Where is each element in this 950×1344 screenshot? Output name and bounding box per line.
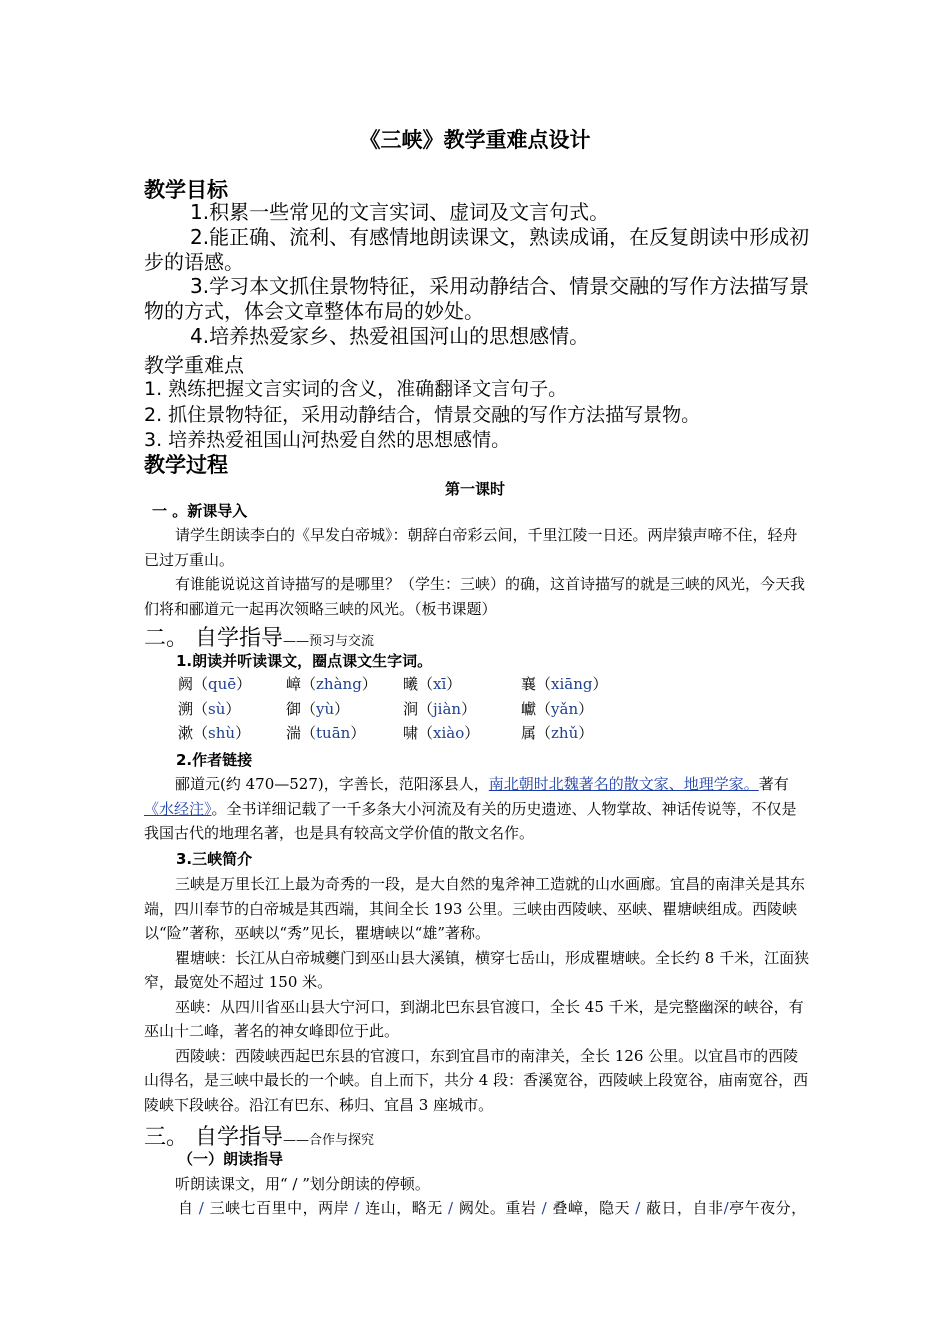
section2-part3-heading: 3.三峡简介 xyxy=(176,850,253,868)
vocabulary-item: 湍（tuān） xyxy=(286,724,366,742)
vocabulary-item: 属（zhǔ） xyxy=(521,724,594,742)
section1-body xyxy=(144,523,810,621)
pause-mark: / xyxy=(536,1199,553,1217)
vocabulary-item: 涧（jiàn） xyxy=(403,699,477,718)
vocabulary-item: 漱（shù） xyxy=(178,724,251,742)
vocabulary-item: 巘（yǎn） xyxy=(521,699,594,718)
author-paragraph: 郦道元(约 470—527)，字善长，范阳涿县人，南北朝时北魏著名的散文家、地理学家。著有《水经注》。全书详细记载了一千多条大小河流及有关的历史遗迹、人物掌故、神话传说等，不仅是我国古代的地理名著，也是具有较高文学价值的散文名作。 xyxy=(144,775,797,842)
vocabulary-item: 溯（sù） xyxy=(178,699,241,718)
section1-paragraph-2: 有谁能说说这首诗描写的是哪里？（学生：三峡）的确，这首诗描写的就是三峡的风光，今天我们将和郦道元一起再次领略三峡的风光。（板书课题） xyxy=(144,575,806,618)
vocabulary-row xyxy=(178,673,658,698)
section1-paragraph-1: 请学生朗读李白的《早发白帝城》：朝辞白帝彩云间，千里江陵一日还。两岸猿声啼不住，轻舟已过万重山。 xyxy=(144,526,798,569)
intro-paragraph: 三峡是万里长江上最为奇秀的一段，是大自然的鬼斧神工造就的山水画廊。宜昌的南津关是其东端，四川奉节的白帝城是其西端，其间全长 193 公里。三峡由西陵峡、巫峡、瞿塘峡组成。西陵峡以“险”著称，巫峡以“秀”见长，瞿塘峡以“雄”著称。 xyxy=(144,875,806,942)
vocabulary-item: 襄（xiāng） xyxy=(521,675,608,693)
section3-subtitle: ——合作与探究 xyxy=(283,1133,375,1148)
goal-item-3: 3.学习本文抓住景物特征，采用动静结合、情景交融的写作方法描写景物的方式，体会文章整体布局的妙处。 xyxy=(144,274,810,323)
pause-mark: / xyxy=(193,1199,210,1217)
shuijingzhu-link[interactable]: 《水经注》 xyxy=(144,799,212,818)
section3-title: 三。 自学指导 xyxy=(144,1125,283,1150)
goal-item-4: 4.培养热爱家乡、热爱祖国河山的思想感情。 xyxy=(190,324,590,348)
difficulty-item-2: 2. 抓住景物特征，采用动静结合，情景交融的写作方法描写景物。 xyxy=(144,404,701,426)
section2-heading xyxy=(144,621,374,652)
process-heading: 教学过程 xyxy=(144,453,228,477)
vocabulary-table xyxy=(178,673,658,747)
qutang-paragraph: 瞿塘峡：长江从白帝城夔门到巫山县大溪镇，横穿七岳山，形成瞿塘峡。全长约 8 千米，江面狭窄，最宽处不超过 150 米。 xyxy=(144,948,810,991)
difficulty-item-1: 1. 熟练把握文言实词的含义，准确翻译文言句子。 xyxy=(144,378,568,400)
goals-heading: 教学目标 xyxy=(144,178,228,202)
vocabulary-item: 嶂（zhàng） xyxy=(286,675,377,693)
lesson-heading: 第一课时 xyxy=(444,480,505,498)
section1-heading: 一 。新课导入 xyxy=(152,502,248,520)
section2-part1-heading: 1.朗读并听读课文，圈点课文生字词。 xyxy=(176,652,433,670)
pause-mark: / xyxy=(349,1199,366,1217)
pause-mark: / xyxy=(723,1199,730,1217)
author-title-link[interactable]: 南北朝时北魏著名的散文家、地理学家。 xyxy=(488,775,759,793)
vocabulary-item: 曦（xī） xyxy=(403,675,462,693)
vocabulary-item: 啸（xiào） xyxy=(403,724,480,742)
wuxia-paragraph: 巫峡：从四川省巫山县大宁河口，到湖北巴东县官渡口，全长 45 千米，是完整幽深的峡谷，有巫山十二峰，著名的神女峰即位于此。 xyxy=(144,997,804,1040)
vocabulary-row xyxy=(178,698,658,723)
goal-item-2: 2.能正确、流利、有感情地朗读课文，熟读成诵，在反复朗读中形成初步的语感。 xyxy=(144,225,810,274)
section2-title: 二。 自学指导 xyxy=(144,626,283,651)
reading-instruction: 听朗读课文，用“ / ”划分朗读的停顿。 xyxy=(175,1175,430,1193)
pause-mark: / xyxy=(629,1199,647,1217)
section3-part1-heading: （一）朗读指导 xyxy=(178,1150,284,1168)
pause-marked-text: 自 / 三峡七百里中，两岸 / 连山，略无 / 阙处。重岩 / 叠嶂，隐天 / 蔽日，自非/亭午夜分， xyxy=(178,1199,807,1217)
section2-part2-heading: 2.作者链接 xyxy=(176,751,253,769)
xiling-paragraph: 西陵峡：西陵峡西起巴东县的官渡口，东到宜昌市的南津关，全长 126 公里。以宜昌市的西陵山得名，是三峡中最长的一个峡。自上而下，共分 4 段：香溪宽谷，西陵峡上段宽谷，庙南宽谷，西陵峡下段峡谷。沿江有巴东、秭归、宜昌 3 座城市。 xyxy=(144,1046,809,1114)
difficulty-item-3: 3. 培养热爱祖国山河热爱自然的思想感情。 xyxy=(144,429,511,451)
goal-item-1: 1.积累一些常见的文言实词、虚词及文言句式。 xyxy=(190,200,610,224)
section2-subtitle: ——预习与交流 xyxy=(283,634,375,649)
vocabulary-item: 阙（quē） xyxy=(178,675,252,693)
vocabulary-row xyxy=(178,722,658,747)
document-title: 《三峡》教学重难点设计 xyxy=(359,127,591,152)
pause-mark: / xyxy=(442,1199,459,1217)
three-gorges-intro xyxy=(144,872,810,1117)
difficulties-heading: 教学重难点 xyxy=(144,353,244,377)
vocabulary-item: 御（yù） xyxy=(286,699,350,718)
